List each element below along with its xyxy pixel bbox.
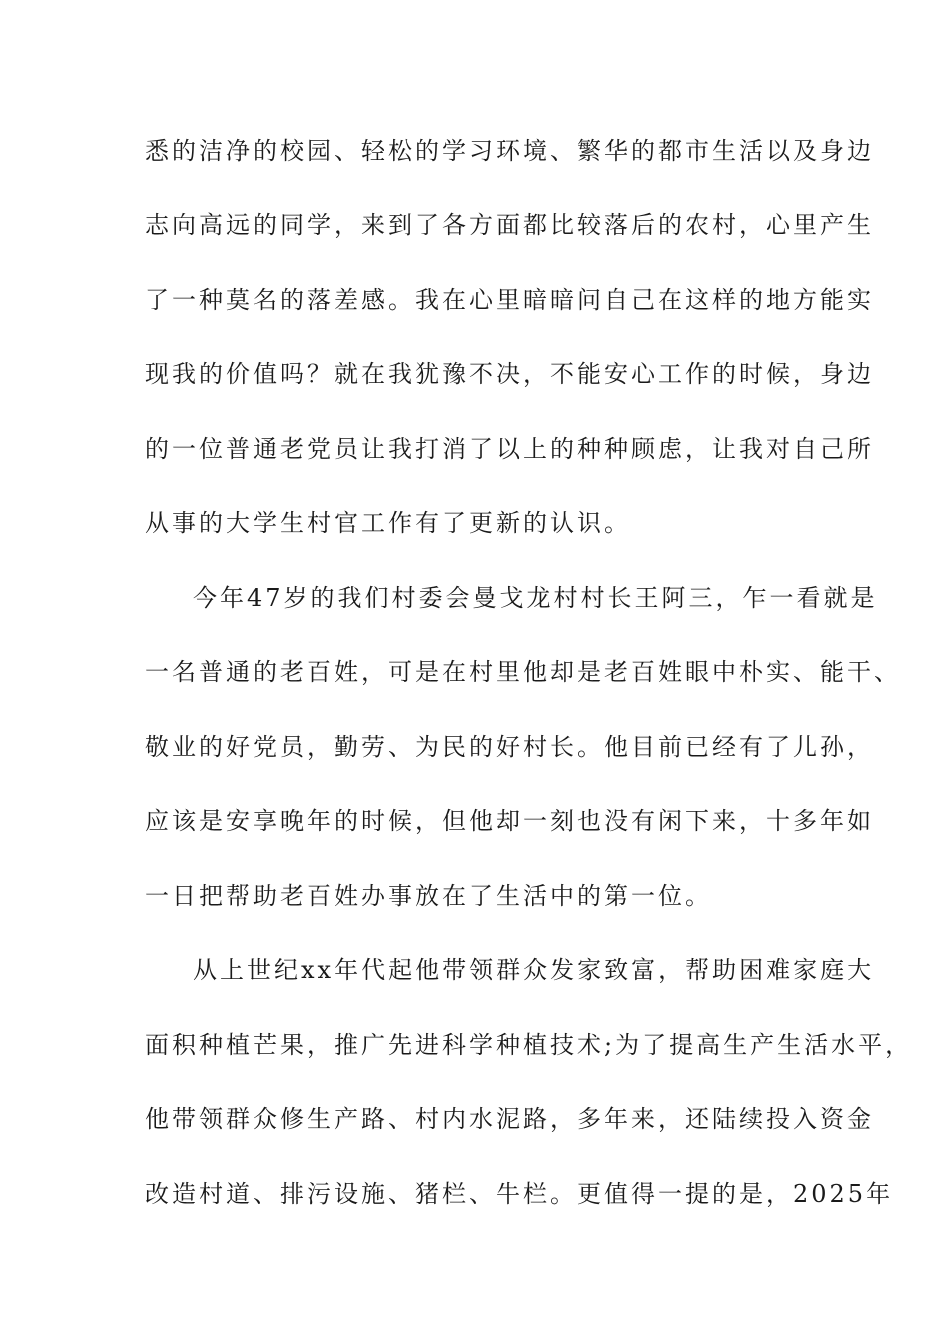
paragraph-first-line: 今年47岁的我们村委会曼戈龙村村长王阿三，乍一看就是 bbox=[193, 584, 878, 612]
text-line: 的一位普通老党员让我打消了以上的种种顾虑，让我对自己所 bbox=[145, 435, 874, 463]
text-line: 应该是安享晚年的时候，但他却一刻也没有闲下来，十多年如 bbox=[145, 807, 874, 835]
text-line: 他带领群众修生产路、村内水泥路，多年来，还陆续投入资金 bbox=[145, 1105, 874, 1133]
text-line: 一日把帮助老百姓办事放在了生活中的第一位。 bbox=[145, 882, 712, 910]
text-line: 悉的洁净的校园、轻松的学习环境、繁华的都市生活以及身边 bbox=[145, 137, 874, 165]
text-line: 从事的大学生村官工作有了更新的认识。 bbox=[145, 509, 631, 537]
text-line: 现我的价值吗？就在我犹豫不决，不能安心工作的时候，身边 bbox=[145, 360, 874, 388]
text-line: 了一种莫名的落差感。我在心里暗暗问自己在这样的地方能实 bbox=[145, 286, 874, 314]
text-line: 一名普通的老百姓，可是在村里他却是老百姓眼中朴实、能干、 bbox=[145, 658, 901, 686]
text-line: 敬业的好党员，勤劳、为民的好村长。他目前已经有了儿孙， bbox=[145, 733, 874, 761]
paragraph-first-line: 从上世纪xx年代起他带领群众发家致富，帮助困难家庭大 bbox=[193, 956, 875, 984]
text-line: 志向高远的同学，来到了各方面都比较落后的农村，心里产生 bbox=[145, 211, 874, 239]
text-line: 面积种植芒果，推广先进科学种植技术;为了提高生产生活水平， bbox=[145, 1031, 913, 1059]
text-line: 改造村道、排污设施、猪栏、牛栏。更值得一提的是，2025年 bbox=[145, 1180, 894, 1208]
